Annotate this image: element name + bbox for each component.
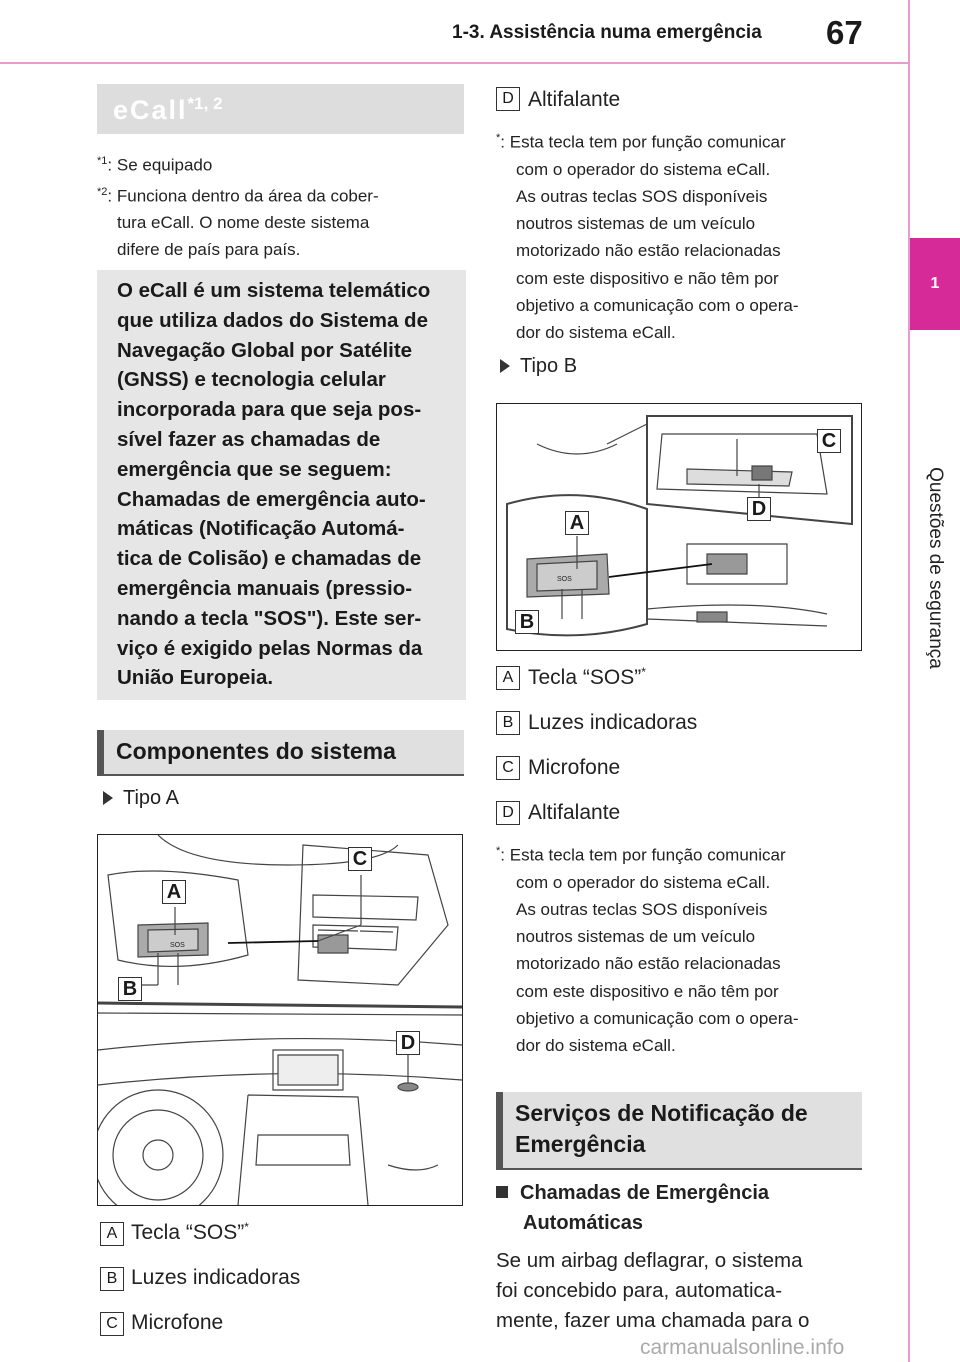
type-b-note: *: Esta tecla tem por função comunicar com o operador do sistema eCall. As outras teclas SOS disponíveis noutros sistemas de um veículo motorizado não estão relacionadas com este dispositivo e não têm por objetivo a comunicação com o opera- dor do sistema eCall. xyxy=(496,845,799,1056)
callout-c: C xyxy=(348,847,372,871)
square-bullet-icon xyxy=(496,1186,508,1198)
footnote-2-line-2: tura eCall. O nome deste sistema xyxy=(117,213,370,233)
header-rule xyxy=(0,62,908,64)
legend-b-a-letter: A xyxy=(496,666,520,690)
type-a-illustration xyxy=(98,835,462,1205)
type-b-illustration xyxy=(497,404,861,650)
legend-b-b-text: Luzes indicadoras xyxy=(528,711,698,734)
legend-b-text: Luzes indicadoras xyxy=(131,1266,301,1289)
services-body: Se um airbag deflagrar, o sistema foi concebido para, automatica- mente, fazer uma chamada para o xyxy=(496,1249,810,1332)
sos-label: SOS xyxy=(170,942,185,949)
legend-b-b-letter: B xyxy=(496,711,520,735)
legend-b-a-text: Tecla “SOS”* xyxy=(528,665,646,689)
ecall-title-sup: *1, 2 xyxy=(187,94,223,113)
legend-a-letter: A xyxy=(100,1222,124,1246)
legend-a-text: Tecla “SOS”* xyxy=(131,1220,249,1244)
legend-b-d-text: Altifalante xyxy=(528,801,621,824)
components-heading xyxy=(97,730,464,776)
section-title: 1-3. Assistência numa emergência xyxy=(452,22,762,43)
type-b-figure xyxy=(496,403,862,651)
ecall-title: eCall xyxy=(113,95,188,125)
footnote-2-line-3: difere de país para país. xyxy=(117,240,301,260)
legend-b-c-text: Microfone xyxy=(528,756,621,779)
services-heading xyxy=(496,1092,862,1170)
footnote-1: $^{*1}$: Se equipado xyxy=(97,155,213,175)
services-heading-line-1: Serviços de Notificação de xyxy=(515,1100,808,1126)
ecall-intro-box xyxy=(97,270,466,700)
chapter-title: Questões de segurança xyxy=(925,467,946,669)
footnote-2: $^{*2}$: Funciona dentro da área da cober- xyxy=(97,185,379,206)
legend-b-c-letter: C xyxy=(496,756,520,780)
callout-a: A xyxy=(162,880,186,904)
callout-b-c: C xyxy=(817,429,841,453)
legend-b-letter: B xyxy=(100,1267,124,1291)
ecall-footnotes xyxy=(97,148,465,263)
legend-b-d-letter: D xyxy=(496,801,520,825)
arrow-right-icon xyxy=(103,791,113,805)
type-a-figure xyxy=(97,834,463,1206)
callout-b-a: A xyxy=(565,511,589,535)
callout-b-b: B xyxy=(515,610,539,634)
legend-a-d-text: Altifalante xyxy=(528,88,621,111)
components-heading-text: Componentes do sistema xyxy=(116,738,396,764)
chapter-number-tab[interactable]: 1 xyxy=(910,238,960,330)
callout-d: D xyxy=(396,1031,420,1055)
auto-calls-subheading: Chamadas de Emergência Automáticas xyxy=(496,1178,769,1238)
type-a-label: Tipo A xyxy=(103,787,179,810)
legend-a-d-letter: D xyxy=(496,87,520,111)
page-number: 67 xyxy=(826,14,863,51)
legend-c-letter: C xyxy=(100,1312,124,1336)
legend-c-text: Microfone xyxy=(131,1311,224,1334)
ecall-intro-text: O eCall é um sistema telemático que utiliza dados do Sistema de Navegação Global por Satélite (GNSS) e tecnologia celular incorporada para que seja pos- sível fazer as chamadas de emergência que se seguem: Chamadas de emergência auto- máticas (Notificação Automá- tica de Colisão) e chamadas de emergência manuais (pressio- nando a tecla "SOS"). Este ser- viço é exigido pelas Normas da União Europeia. xyxy=(117,279,431,690)
arrow-right-icon xyxy=(500,359,510,373)
side-tab-rule xyxy=(908,0,910,1362)
services-heading-line-2: Emergência xyxy=(515,1131,646,1157)
ecall-heading xyxy=(97,84,464,134)
type-a-note: *: Esta tecla tem por função comunicar com o operador do sistema eCall. As outras teclas SOS disponíveis noutros sistemas de um veículo motorizado não estão relacionadas com este dispositivo e não têm por objetivo a comunicação com o opera- dor do sistema eCall. xyxy=(496,132,799,343)
callout-b: B xyxy=(118,977,142,1001)
callout-b-d: D xyxy=(747,497,771,521)
type-b-label: Tipo B xyxy=(500,355,577,378)
sos-label-b: SOS xyxy=(557,576,572,583)
watermark: carmanualsonline.info xyxy=(640,1336,845,1359)
